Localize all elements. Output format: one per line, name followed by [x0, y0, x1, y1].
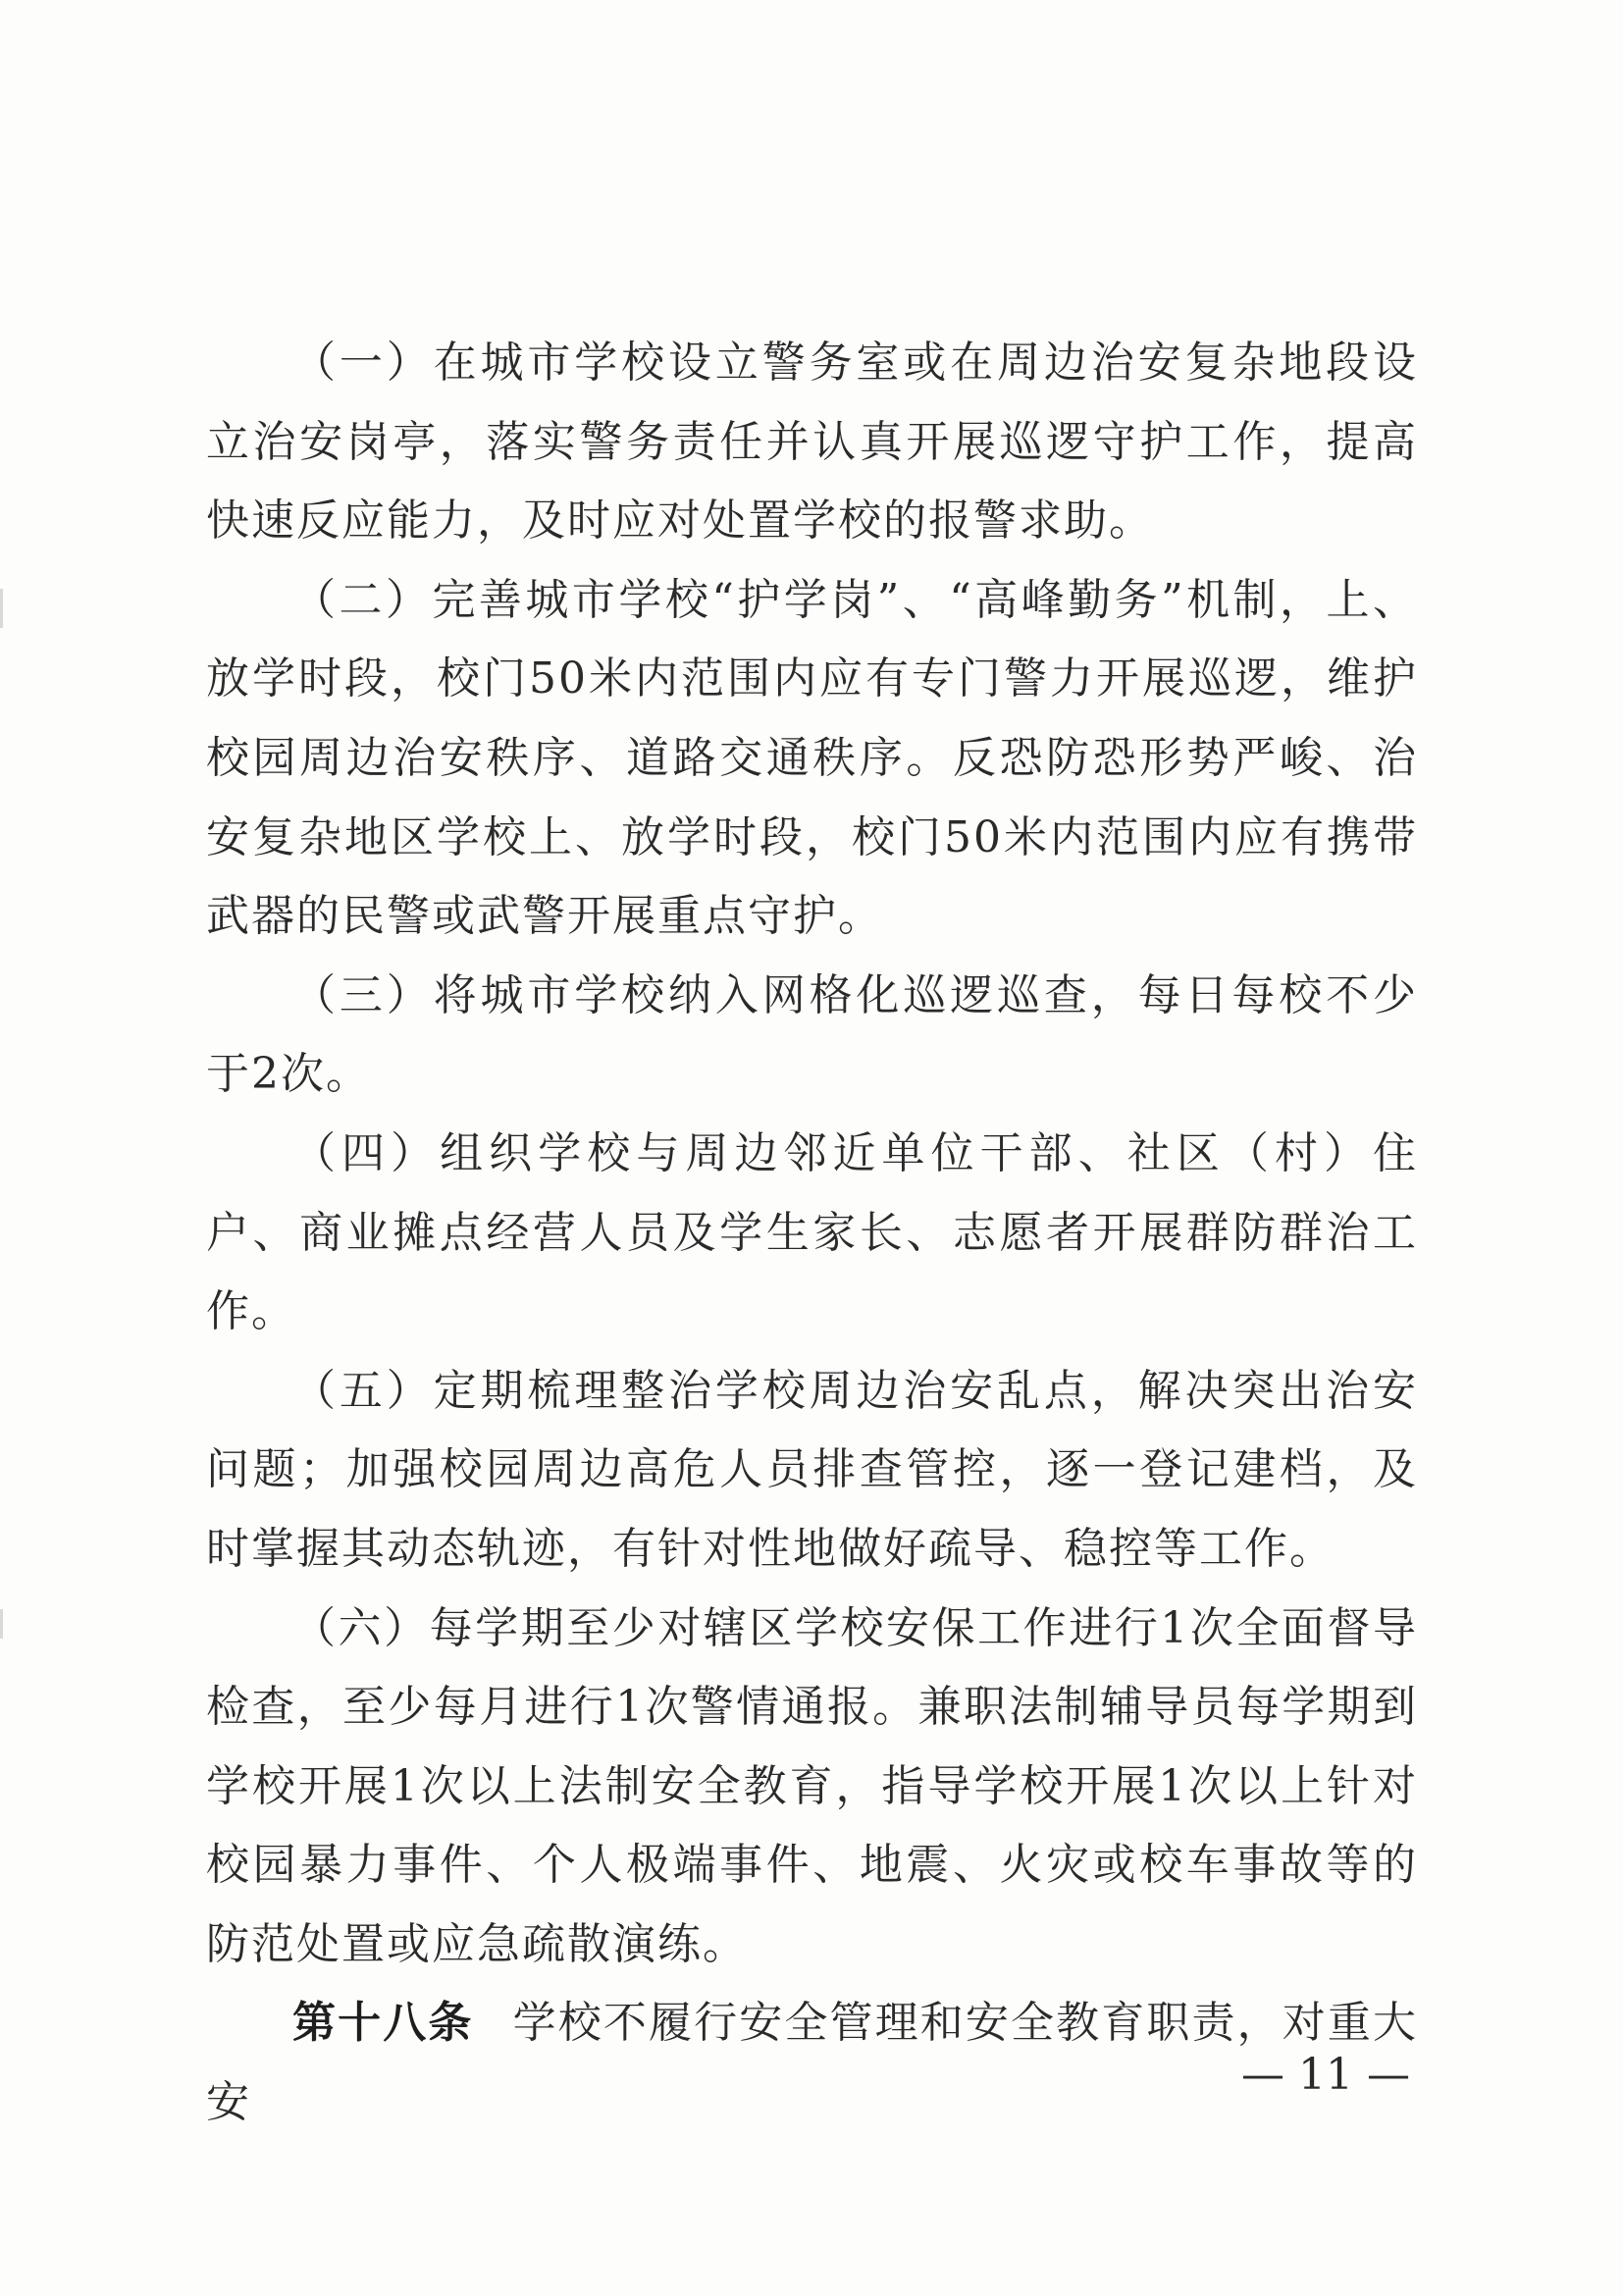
article-label: 第十八条 — [292, 1998, 474, 2049]
paragraph-2: （二）完善城市学校“护学岗”、“高峰勤务”机制，上、放学时段，校门50米内范围内应有专门警力开展巡逻，维护校园周边治安秩序、道路交通秩序。反恐防恐形势严峻、治安复杂地区学校上、放学时段，校门50米内范围内应有携带武器的民警或武警开展重点守护。 — [206, 574, 1418, 942]
scan-edge-mark — [0, 589, 3, 628]
paragraph-1: （一）在城市学校设立警务室或在周边治安复杂地段设立治安岗亭，落实警务责任并认真开展巡逻守护工作，提高快速反应能力，及时应对处置学校的报警求助。 — [206, 338, 1418, 547]
paragraph-3: （三）将城市学校纳入网格化巡逻巡查，每日每校不少于2次。 — [206, 969, 1418, 1100]
paragraph-4: （四）组织学校与周边邻近单位干部、社区（村）住户、商业摊点经营人员及学生家长、志愿者开展群防群治工作。 — [206, 1127, 1418, 1337]
paragraph-6: （六）每学期至少对辖区学校安保工作进行1次全面督导检查，至少每月进行1次警情通报。兼职法制辅导员每学期到学校开展1次以上法制安全教育，指导学校开展1次以上针对校园暴力事件、个人极端事件、地震、火灾或校车事故等的防范处置或应急疏散演练。 — [206, 1602, 1418, 1969]
article-paragraph — [206, 1984, 1418, 2142]
document-body — [206, 324, 1418, 2143]
scan-edge-mark — [0, 1609, 3, 1639]
article-text: 学校不履行安全管理和安全教育职责，对重大安 — [206, 1998, 1418, 2128]
page-number: — 11 — — [1241, 2050, 1410, 2100]
paragraph-5: （五）定期梳理整治学校周边治安乱点，解决突出治安问题；加强校园周边高危人员排查管控，逐一登记建档，及时掌握其动态轨迹，有针对性地做好疏导、稳控等工作。 — [206, 1365, 1418, 1574]
